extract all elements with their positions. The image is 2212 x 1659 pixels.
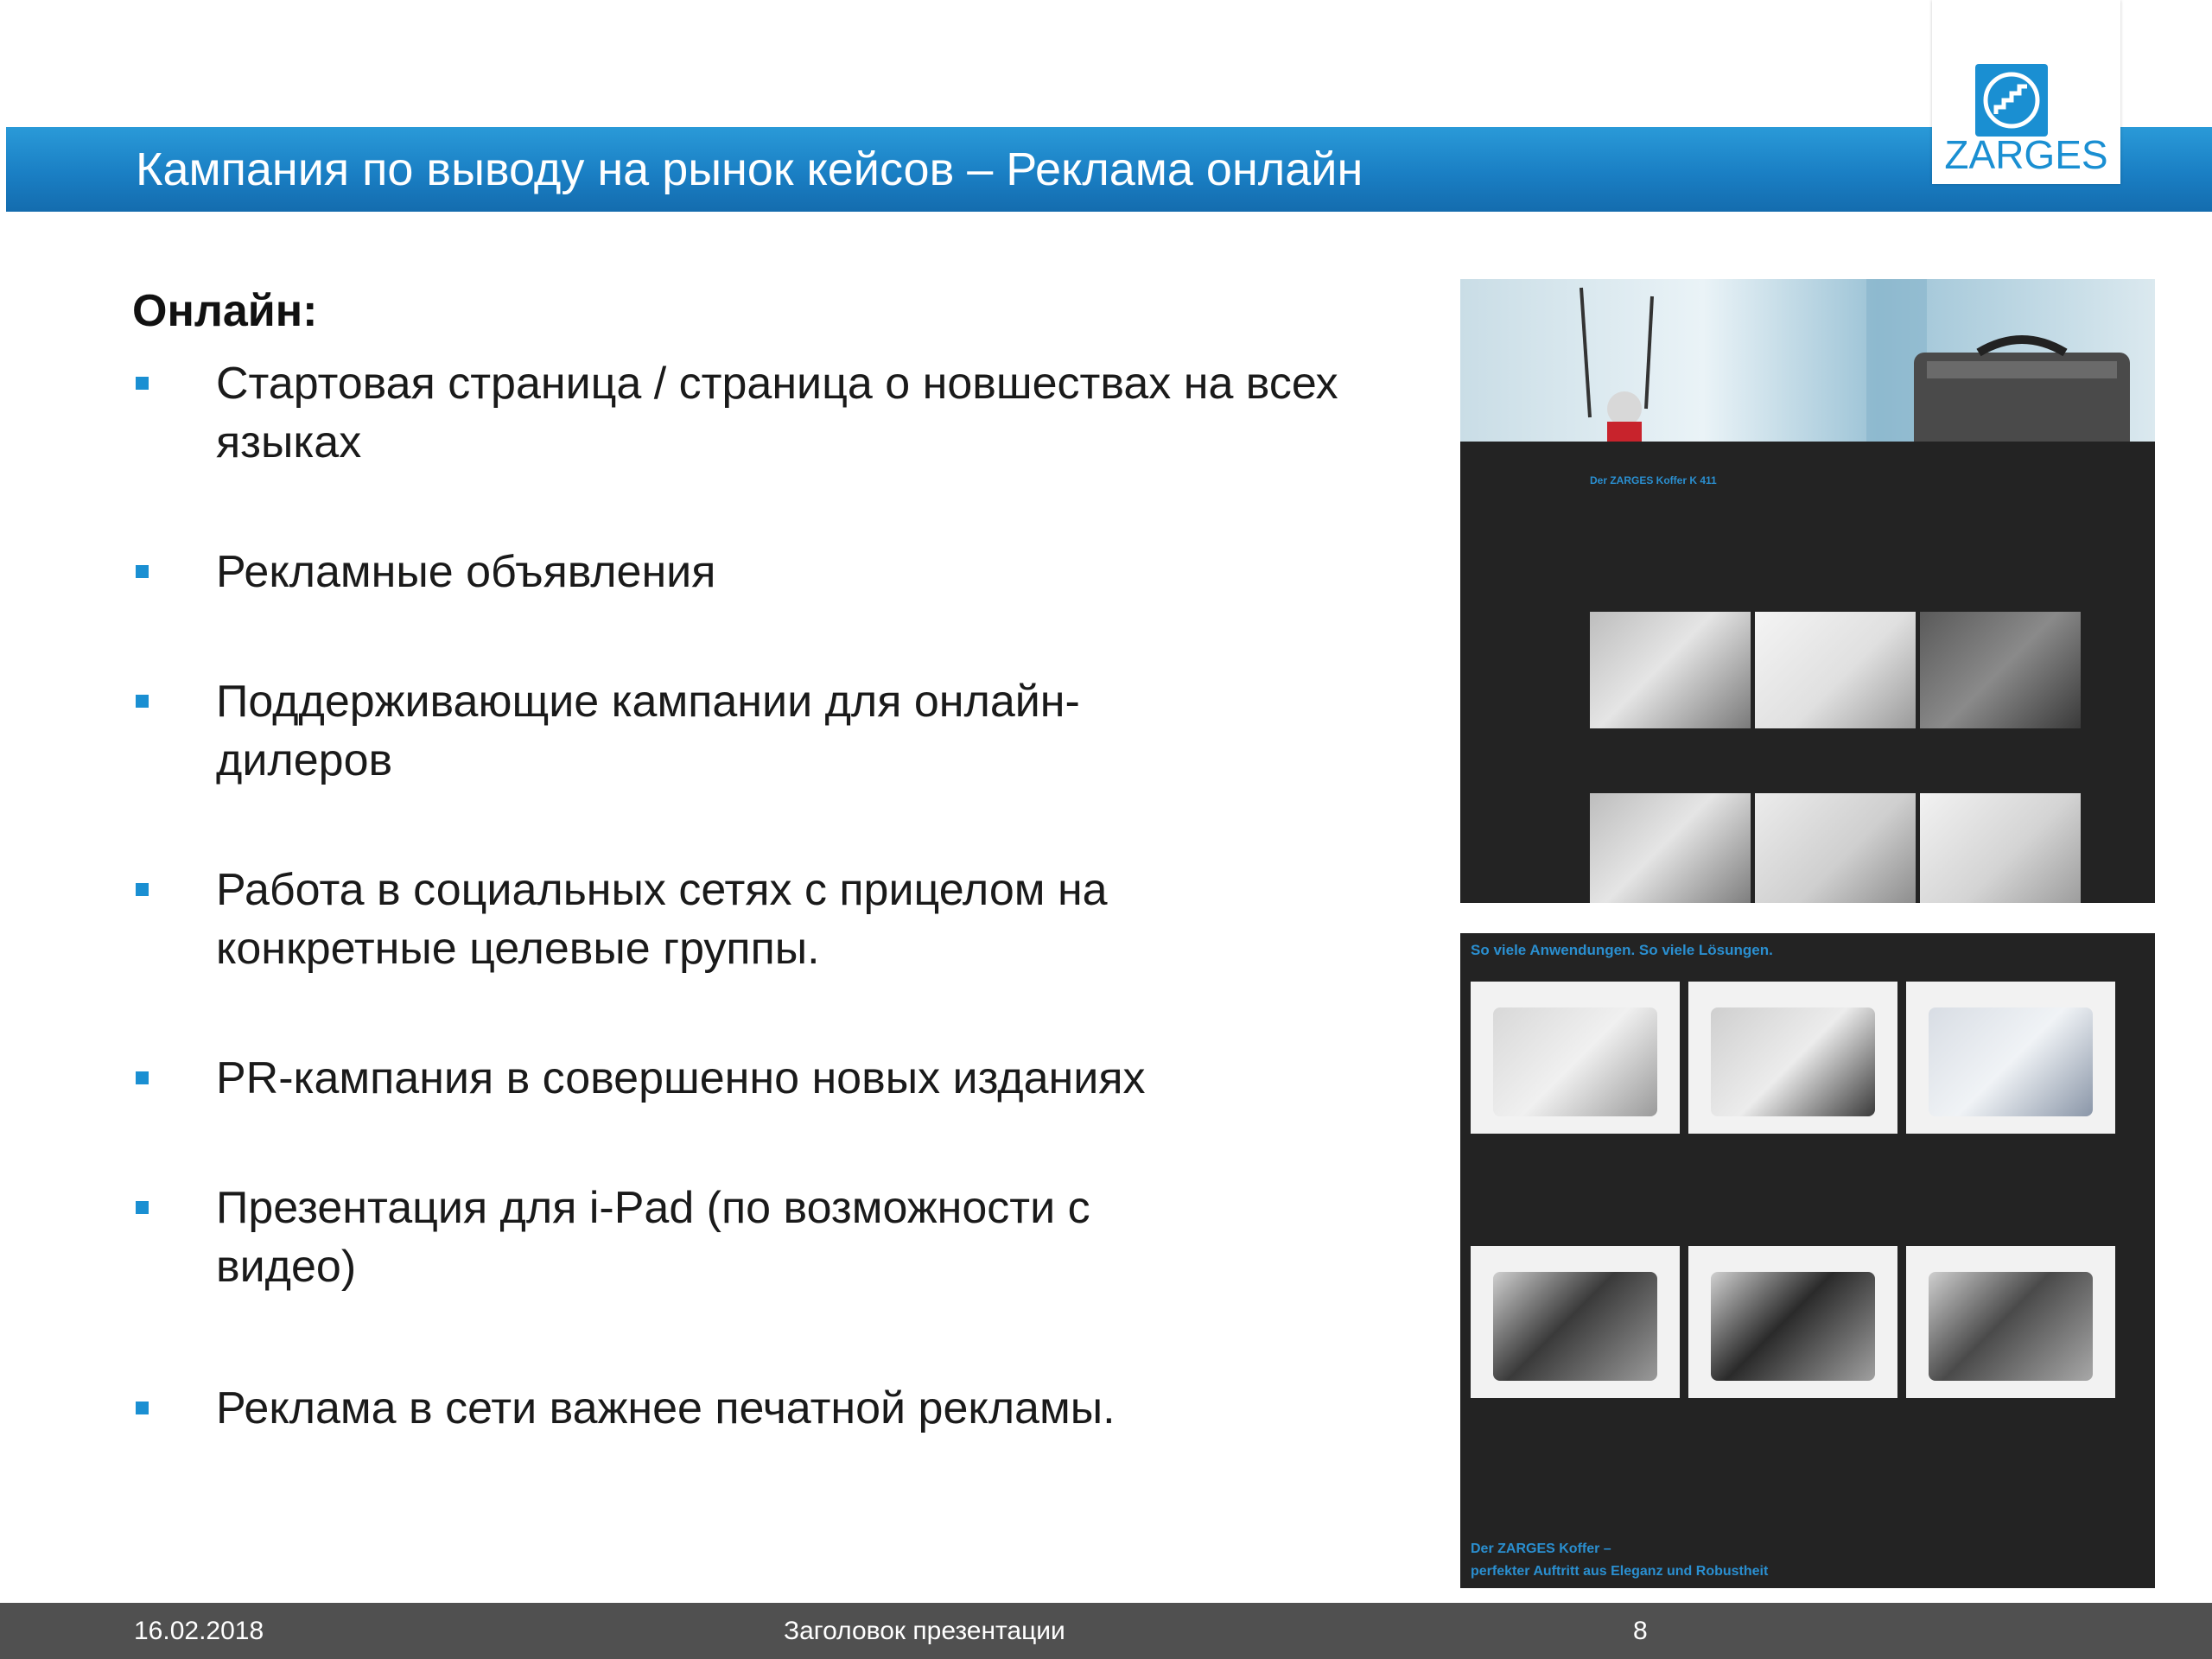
- section-heading: Онлайн:: [132, 286, 318, 336]
- bullet-marker: [136, 377, 149, 390]
- list-item-text: Презентация для i-Pad (по возможности с видео): [216, 1183, 1090, 1292]
- product-photo: [1920, 612, 2081, 728]
- bullet-marker: [136, 883, 149, 896]
- bullet-marker: [136, 1071, 149, 1084]
- bullet-marker: [136, 565, 149, 578]
- case-photo: [1471, 1246, 1680, 1398]
- bullet-marker: [136, 1201, 149, 1214]
- title-bar: [6, 127, 2212, 212]
- slide-footer: [0, 1603, 2212, 1659]
- list-item-text: Поддерживающие кампании для онлайн-дилеров: [216, 677, 1080, 785]
- case-photo: [1471, 982, 1680, 1134]
- bullet-marker: [136, 695, 149, 708]
- list-item-text: PR-кампания в совершенно новых изданиях: [216, 1053, 1146, 1103]
- case-photo: [1906, 982, 2115, 1134]
- list-item-text: Реклама в сети важнее печатной рекламы.: [216, 1383, 1116, 1433]
- slide-title: Кампания по выводу на рынок кейсов – Реклама онлайн: [136, 143, 1363, 195]
- hero-image: [1460, 279, 2155, 442]
- case-photo: [1688, 982, 1897, 1134]
- website-screenshot-applications: [1460, 933, 2155, 1588]
- list-item-text: Стартовая страница / страница о новшествах на всех языках: [216, 359, 1338, 467]
- website-screenshot-product: [1460, 279, 2155, 903]
- product-photo: [1590, 612, 1751, 728]
- footer-date: 16.02.2018: [134, 1617, 264, 1645]
- product-title: Der ZARGES Koffer K 411: [1590, 474, 1717, 486]
- footer-line: Der ZARGES Koffer –: [1471, 1541, 1611, 1556]
- applications-title: So viele Anwendungen. So viele Lösungen.: [1471, 942, 1773, 958]
- product-photo: [1755, 793, 1916, 903]
- logo-word: ZARGES: [1944, 132, 2108, 177]
- product-photo: [1920, 793, 2081, 903]
- stairs-icon: [1975, 64, 2048, 137]
- product-photo: [1755, 612, 1916, 728]
- logo: [1932, 0, 2120, 184]
- bullet-marker: [136, 1402, 149, 1414]
- applications-footer: [1471, 1538, 1768, 1583]
- list-item-text: Рекламные объявления: [216, 547, 716, 597]
- page-number: 8: [1633, 1617, 1648, 1645]
- list-item-text: Работа в социальных сетях с прицелом на конкретные целевые группы.: [216, 865, 1108, 974]
- footer-line: perfekter Auftritt aus Eleganz und Robustheit: [1471, 1564, 1769, 1579]
- footer-title: Заголовок презентации: [784, 1617, 1065, 1645]
- product-photo: [1590, 793, 1751, 903]
- case-photo: [1906, 1246, 2115, 1398]
- case-photo: [1688, 1246, 1897, 1398]
